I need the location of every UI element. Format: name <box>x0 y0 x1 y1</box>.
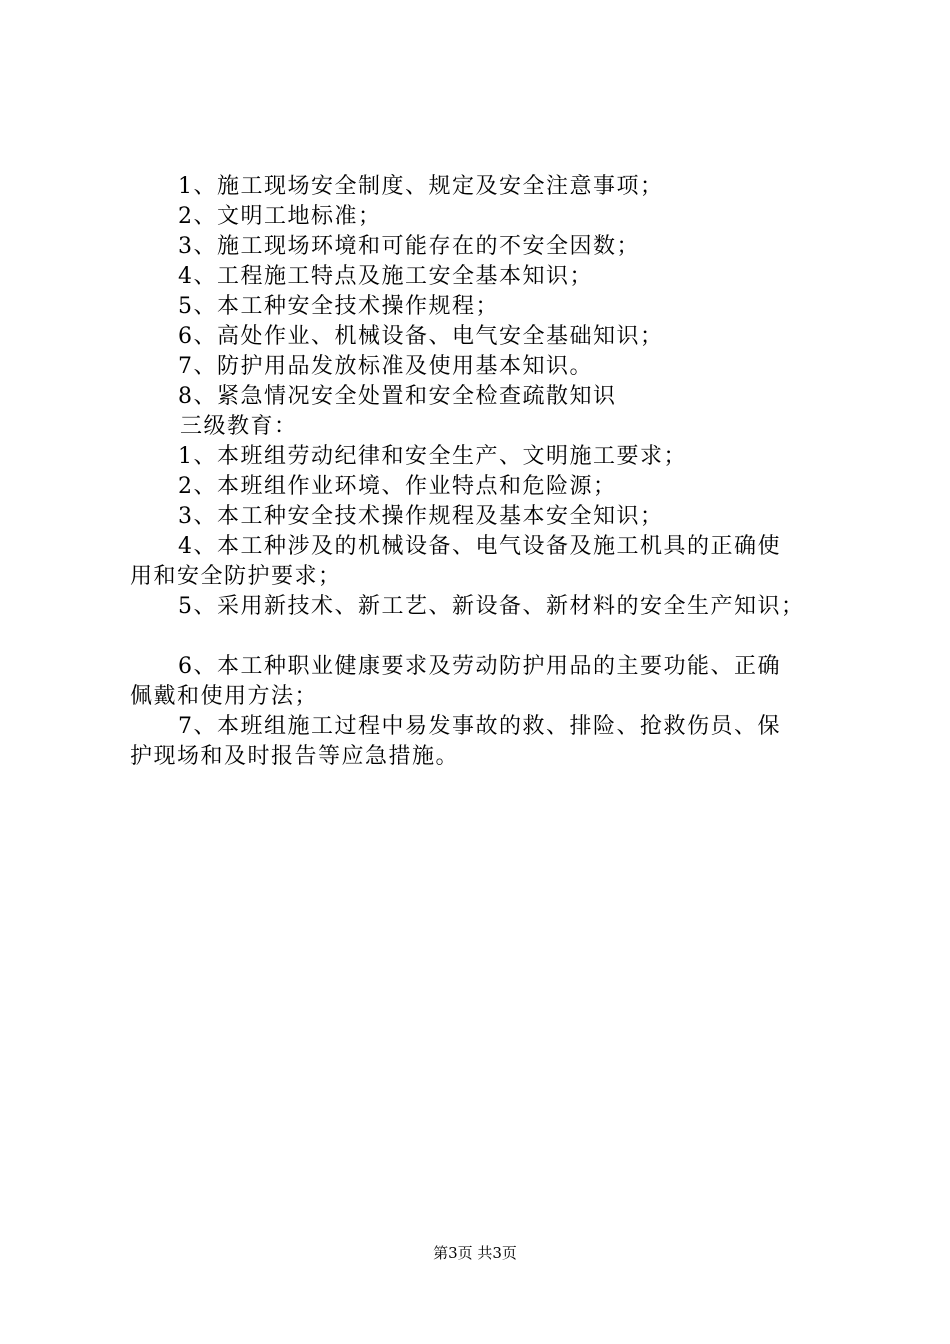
list-item: 4、工程施工特点及施工安全基本知识； <box>178 264 593 289</box>
list-item: 1、施工现场安全制度、规定及安全注意事项； <box>178 174 664 199</box>
blank-line <box>130 622 850 652</box>
section-heading: 三级教育： <box>180 414 298 439</box>
list-item: 5、本工种安全技术操作规程； <box>178 294 499 319</box>
list-item: 7、本班组施工过程中易发事故的救、排险、抢救伤员、保 <box>178 714 781 739</box>
list-item-continuation: 用和安全防护要求； <box>130 564 342 589</box>
document-body <box>130 172 850 772</box>
list-item: 3、施工现场环境和可能存在的不安全因数； <box>178 234 640 259</box>
list-item-continuation: 佩戴和使用方法； <box>130 684 319 709</box>
list-item: 5、采用新技术、新工艺、新设备、新材料的安全生产知识； <box>178 594 805 619</box>
list-item-continuation: 护现场和及时报告等应急措施。 <box>130 744 460 769</box>
page-footer: 第3页 共3页 <box>433 1244 517 1262</box>
list-item: 8、紧急情况安全处置和安全检查疏散知识 <box>178 384 617 409</box>
list-item: 4、本工种涉及的机械设备、电气设备及施工机具的正确使 <box>178 534 781 559</box>
list-item: 3、本工种安全技术操作规程及基本安全知识； <box>178 504 664 529</box>
list-item: 6、高处作业、机械设备、电气安全基础知识； <box>178 324 664 349</box>
list-item: 2、本班组作业环境、作业特点和危险源； <box>178 474 617 499</box>
list-item: 6、本工种职业健康要求及劳动防护用品的主要功能、正确 <box>178 654 781 679</box>
list-item: 2、文明工地标准； <box>178 204 382 229</box>
list-item: 1、本班组劳动纪律和安全生产、文明施工要求； <box>178 444 687 469</box>
list-item: 7、防护用品发放标准及使用基本知识。 <box>178 354 593 379</box>
